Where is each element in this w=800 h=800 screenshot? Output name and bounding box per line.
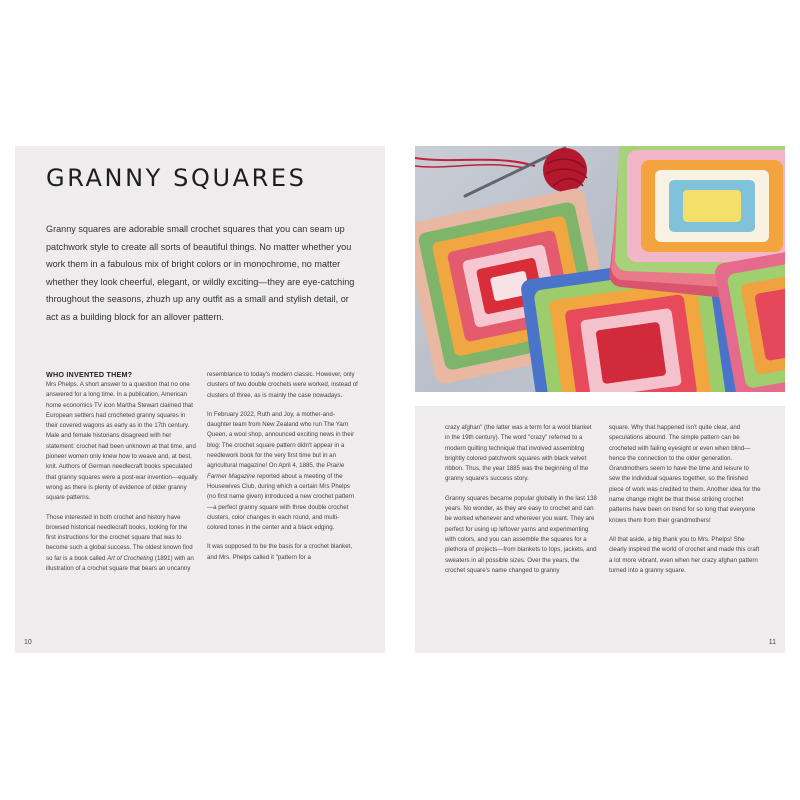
photo-divider xyxy=(415,392,785,406)
paragraph: All that aside, a big thank you to Mrs. Phelps! She clearly inspired the world of crochet and made this craft a lot more vibrant, even when her crazy afghan pattern turned into a granny square. xyxy=(609,535,760,574)
page-number: 11 xyxy=(768,639,776,646)
intro-paragraph: Granny squares are adorable small crochet squares that you can seam up patchwork style to create all sorts of beautiful things. No matter whether you work them in a fabulous mix of bright colors or in monochrome, no matter whether they look cheerful, elegant, or wildly exciting—they are eye-catching throughout the seasons, zhuzh up any outfit as a small and stylish detail, or act as a building block for an allover pattern. xyxy=(46,224,355,322)
paragraph: Those interested in both crochet and history have browsed historical needlecraft books, looking for the first instructions for the crochet square that was to become such a global success. The oldest known find so far is a book called Art of Crocheting (1891) with an illustration of a crochet square that bears an uncanny xyxy=(46,513,194,573)
page-title: GRANNY SQUARES xyxy=(46,164,307,192)
left-column-2 xyxy=(207,370,359,572)
right-column-1 xyxy=(445,423,597,585)
right-column-2 xyxy=(609,423,761,585)
page-number: 10 xyxy=(24,639,32,646)
left-page xyxy=(15,146,385,653)
section-heading: WHO INVENTED THEM? xyxy=(46,370,133,379)
left-column-1 xyxy=(46,370,198,583)
paragraph: resemblance to today's modern classic. However, only clusters of two double crochets were worked, instead of clusters of three, as is mainly the case nowadays. xyxy=(207,371,358,399)
photo-illustration xyxy=(415,146,785,392)
paragraph: crazy afghan" (the latter was a term for a wool blanket in the 19th century). The word "crazy" referred to a modern quilting technique that involved assembling brightly colored patchwork squares with black velvet ribbon. Thus, the year 1885 was the beginning of the granny square's success story. xyxy=(445,424,592,483)
yarn-ball xyxy=(543,148,587,192)
paragraph: It was supposed to be the basis for a crochet blanket, and Mrs. Phelps called it "pattern for a xyxy=(207,543,353,561)
paragraph: Granny squares became popular globally in the last 138 years. No wonder, as they are easy to crochet and can be worked whenever and wherever you want. They are perfect for using up leftover yarns and experimenting with colors, and you can assemble the squares for a plethora of projects—from blankets to tops, jackets, and sweaters in all possible sizes. Over the years, the crochet square's name changed to granny xyxy=(445,494,597,574)
paragraph: square. Why that happened isn't quite clear, and speculations abound. The simple pattern can be crocheted with failing eyesight or even when blind—hence the connection to the older generation. Grandmothers seem to have the time and leisure to sew the individual squares together, so the finished piece of work was credited to them. Another idea for the name change might be that these striking crochet patterns have been on trend for so long that everyone knows them from their grandmothers! xyxy=(609,424,761,524)
paragraph: Mrs Phelps. A short answer to a question that no one answered for a long time. In a publication, American home economics TV icon Martha Stewart claimed that European settlers had crocheted granny squares in their covered wagons as early as in the 17th century. Male and female historians disagreed with her statement: crochet had been unknown at that time, and pioneer women only knew how to weave and, at best, knit. Authors of German needlecraft books speculated that granny squares were a post-war invention—equally wrong as there is plenty of evidence of older granny square patterns. xyxy=(46,381,198,502)
paragraph: In February 2022, Ruth and Joy, a mother-and-daughter team from New Zealand who run The Yarn Queen, a wool shop, announced exciting news in their blog: The crochet square pattern didn't appear in a needlework book for the very first time but in an agricultural magazine! On April 4, 1885, the Prairie Farmer Magazine reported about a meeting of the Housewives Club, during which a certain Mrs Phelps (no first name given) introduced a new crochet pattern—a perfect granny square with three double crochet clusters, color changes in each round, and multi-colored tones in the center and a black edging. xyxy=(207,410,355,532)
granny-squares-photo xyxy=(415,146,785,392)
